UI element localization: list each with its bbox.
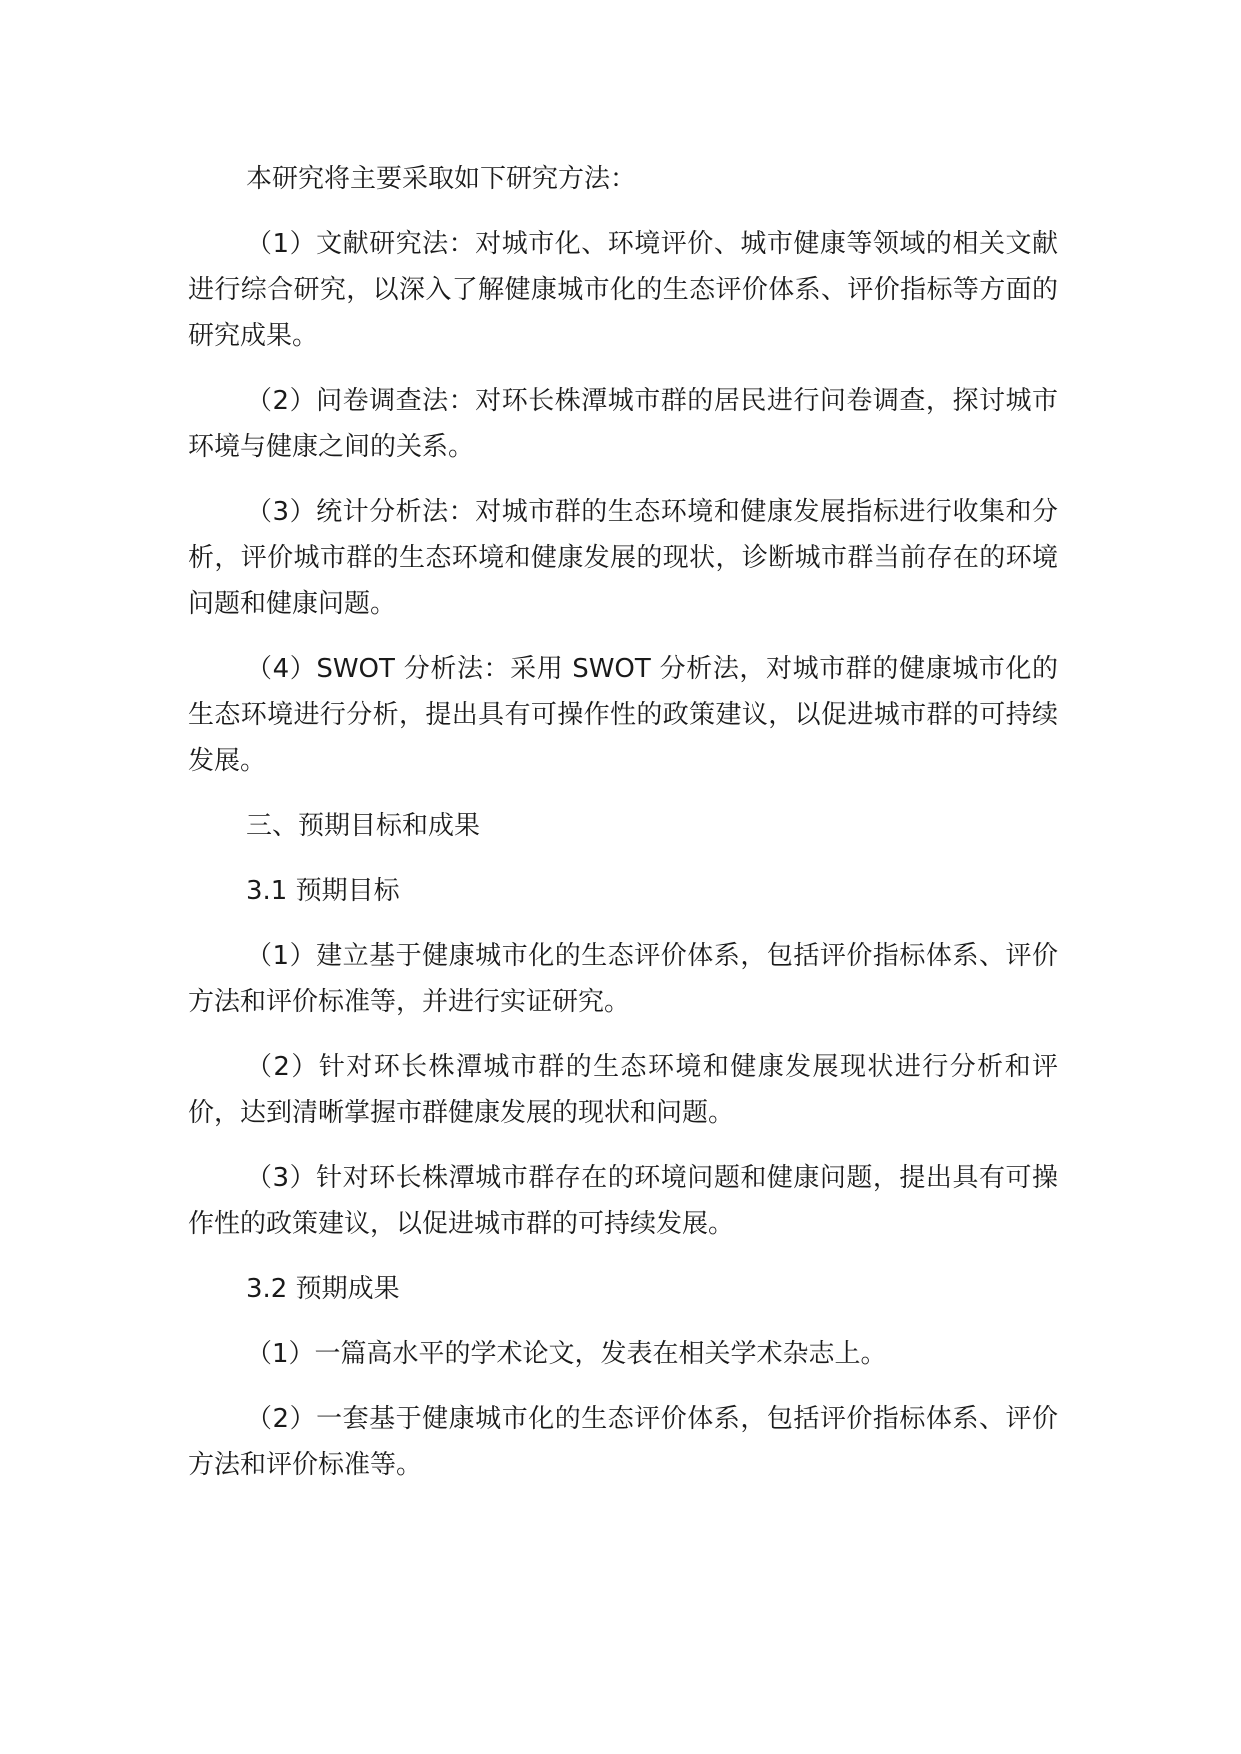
paragraph-method-1: （1）文献研究法：对城市化、环境评价、城市健康等领域的相关文献进行综合研究，以深入了解健康城市化的生态评价体系、评价指标等方面的研究成果。 <box>188 229 1058 351</box>
paragraph-result-2: （2）一套基于健康城市化的生态评价体系，包括评价指标体系、评价方法和评价标准等。 <box>188 1404 1058 1480</box>
section-heading-3-2: 3.2 预期成果 <box>246 1274 400 1304</box>
paragraph-result-1: （1）一篇高水平的学术论文，发表在相关学术杂志上。 <box>246 1339 887 1369</box>
paragraph-goal-3: （3）针对环长株潭城市群存在的环境问题和健康问题，提出具有可操作性的政策建议，以促进城市群的可持续发展。 <box>188 1163 1058 1239</box>
paragraph-goal-1: （1）建立基于健康城市化的生态评价体系，包括评价指标体系、评价方法和评价标准等，并进行实证研究。 <box>188 941 1058 1017</box>
document-body <box>188 156 1058 1507</box>
paragraph-method-3: （3）统计分析法：对城市群的生态环境和健康发展指标进行收集和分析，评价城市群的生态环境和健康发展的现状，诊断城市群当前存在的环境问题和健康问题。 <box>188 497 1058 619</box>
paragraph-method-2: （2）问卷调查法：对环长株潭城市群的居民进行问卷调查，探讨城市环境与健康之间的关系。 <box>188 386 1058 462</box>
paragraph-method-4: （4）SWOT 分析法：采用 SWOT 分析法，对城市群的健康城市化的生态环境进行分析，提出具有可操作性的政策建议，以促进城市群的可持续发展。 <box>188 654 1058 776</box>
paragraph-intro: 本研究将主要采取如下研究方法： <box>246 164 637 194</box>
paragraph-goal-2: （2）针对环长株潭城市群的生态环境和健康发展现状进行分析和评价，达到清晰掌握市群健康发展的现状和问题。 <box>188 1052 1058 1128</box>
section-heading-3-1: 3.1 预期目标 <box>246 876 400 906</box>
section-heading-3: 三、预期目标和成果 <box>246 811 481 841</box>
